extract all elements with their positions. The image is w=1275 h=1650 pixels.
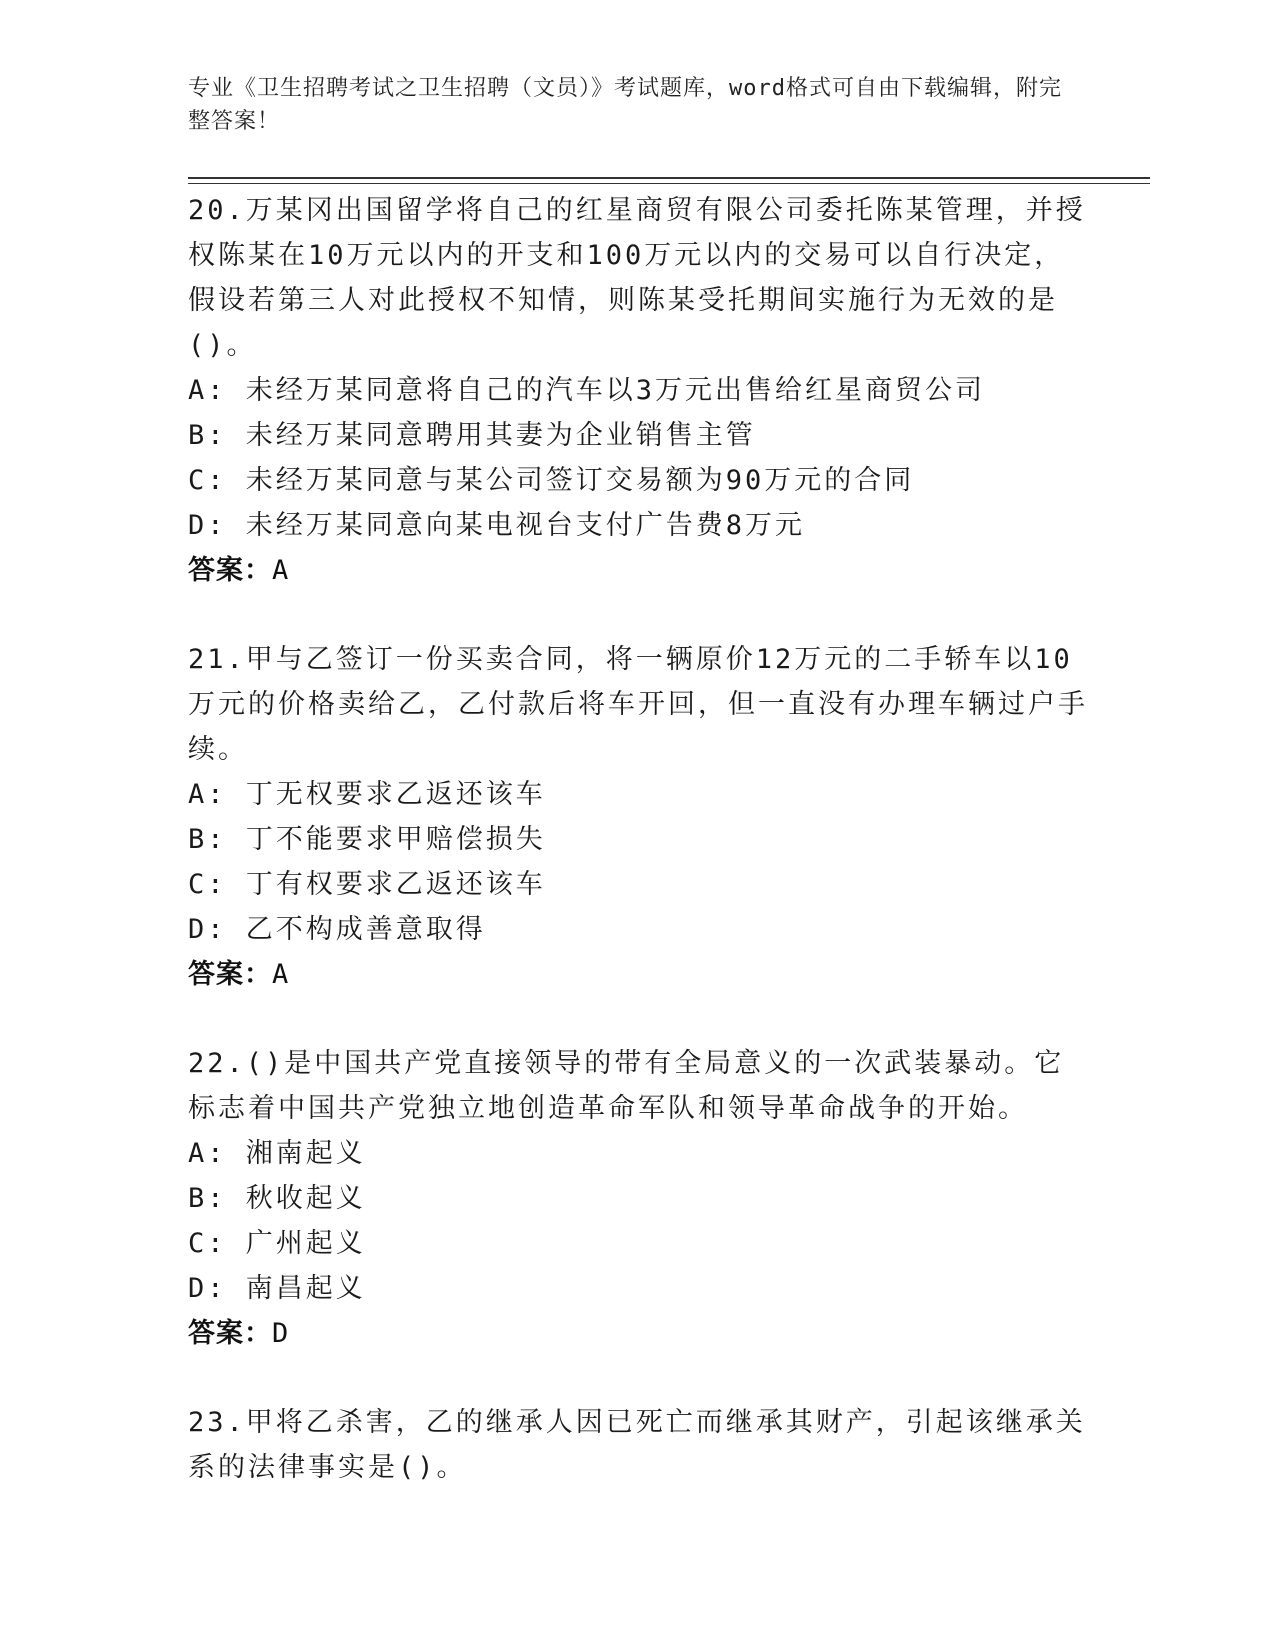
question-list [188, 188, 1088, 1534]
answer-value: A [272, 959, 290, 990]
page-header: 专业《卫生招聘考试之卫生招聘（文员）》考试题库，word格式可自由下载编辑，附完整答案！ [188, 76, 1062, 134]
option-b: B: 丁不能要求甲赔偿损失 [188, 824, 546, 855]
question-stem: 23.甲将乙杀害，乙的继承人因已死亡而继承其财产，引起该继承关系的法律事实是()。 [188, 1407, 1086, 1483]
option-b: B: 未经万某同意聘用其妻为企业销售主管 [188, 420, 756, 451]
answer-label: 答案： [188, 555, 272, 586]
answer-line [188, 952, 1088, 997]
option-c: C: 丁有权要求乙返还该车 [188, 869, 546, 900]
header-divider-thick [188, 177, 1150, 179]
question-22 [188, 1041, 1088, 1356]
option-a: A: 未经万某同意将自己的汽车以3万元出售给红星商贸公司 [188, 375, 986, 406]
option-c: C: 未经万某同意与某公司签订交易额为90万元的合同 [188, 465, 915, 496]
answer-value: A [272, 555, 290, 586]
header-divider-thin [188, 183, 1150, 184]
option-a: A: 湘南起义 [188, 1138, 366, 1169]
answer-label: 答案： [188, 1318, 272, 1349]
question-23 [188, 1400, 1088, 1490]
option-a: A: 丁无权要求乙返还该车 [188, 779, 546, 810]
option-d: D: 未经万某同意向某电视台支付广告费8万元 [188, 510, 806, 541]
question-stem: 21.甲与乙签订一份买卖合同，将一辆原价12万元的二手轿车以10万元的价格卖给乙，乙付款后将车开回，但一直没有办理车辆过户手续。 [188, 644, 1088, 765]
question-stem: 22.()是中国共产党直接领导的带有全局意义的一次武装暴动。它标志着中国共产党独立地创造革命军队和领导革命战争的开始。 [188, 1048, 1065, 1124]
option-d: D: 南昌起义 [188, 1273, 366, 1304]
answer-value: D [272, 1318, 290, 1349]
question-stem: 20.万某冈出国留学将自己的红星商贸有限公司委托陈某管理，并授权陈某在10万元以内的开支和100万元以内的交易可以自行决定，假设若第三人对此授权不知情，则陈某受托期间实施行为无效的是()。 [188, 195, 1086, 361]
option-b: B: 秋收起义 [188, 1183, 366, 1214]
option-d: D: 乙不构成善意取得 [188, 914, 486, 945]
question-20 [188, 188, 1088, 593]
option-c: C: 广州起义 [188, 1228, 366, 1259]
answer-line [188, 1311, 1088, 1356]
question-21 [188, 637, 1088, 997]
answer-label: 答案： [188, 959, 272, 990]
answer-line [188, 548, 1088, 593]
